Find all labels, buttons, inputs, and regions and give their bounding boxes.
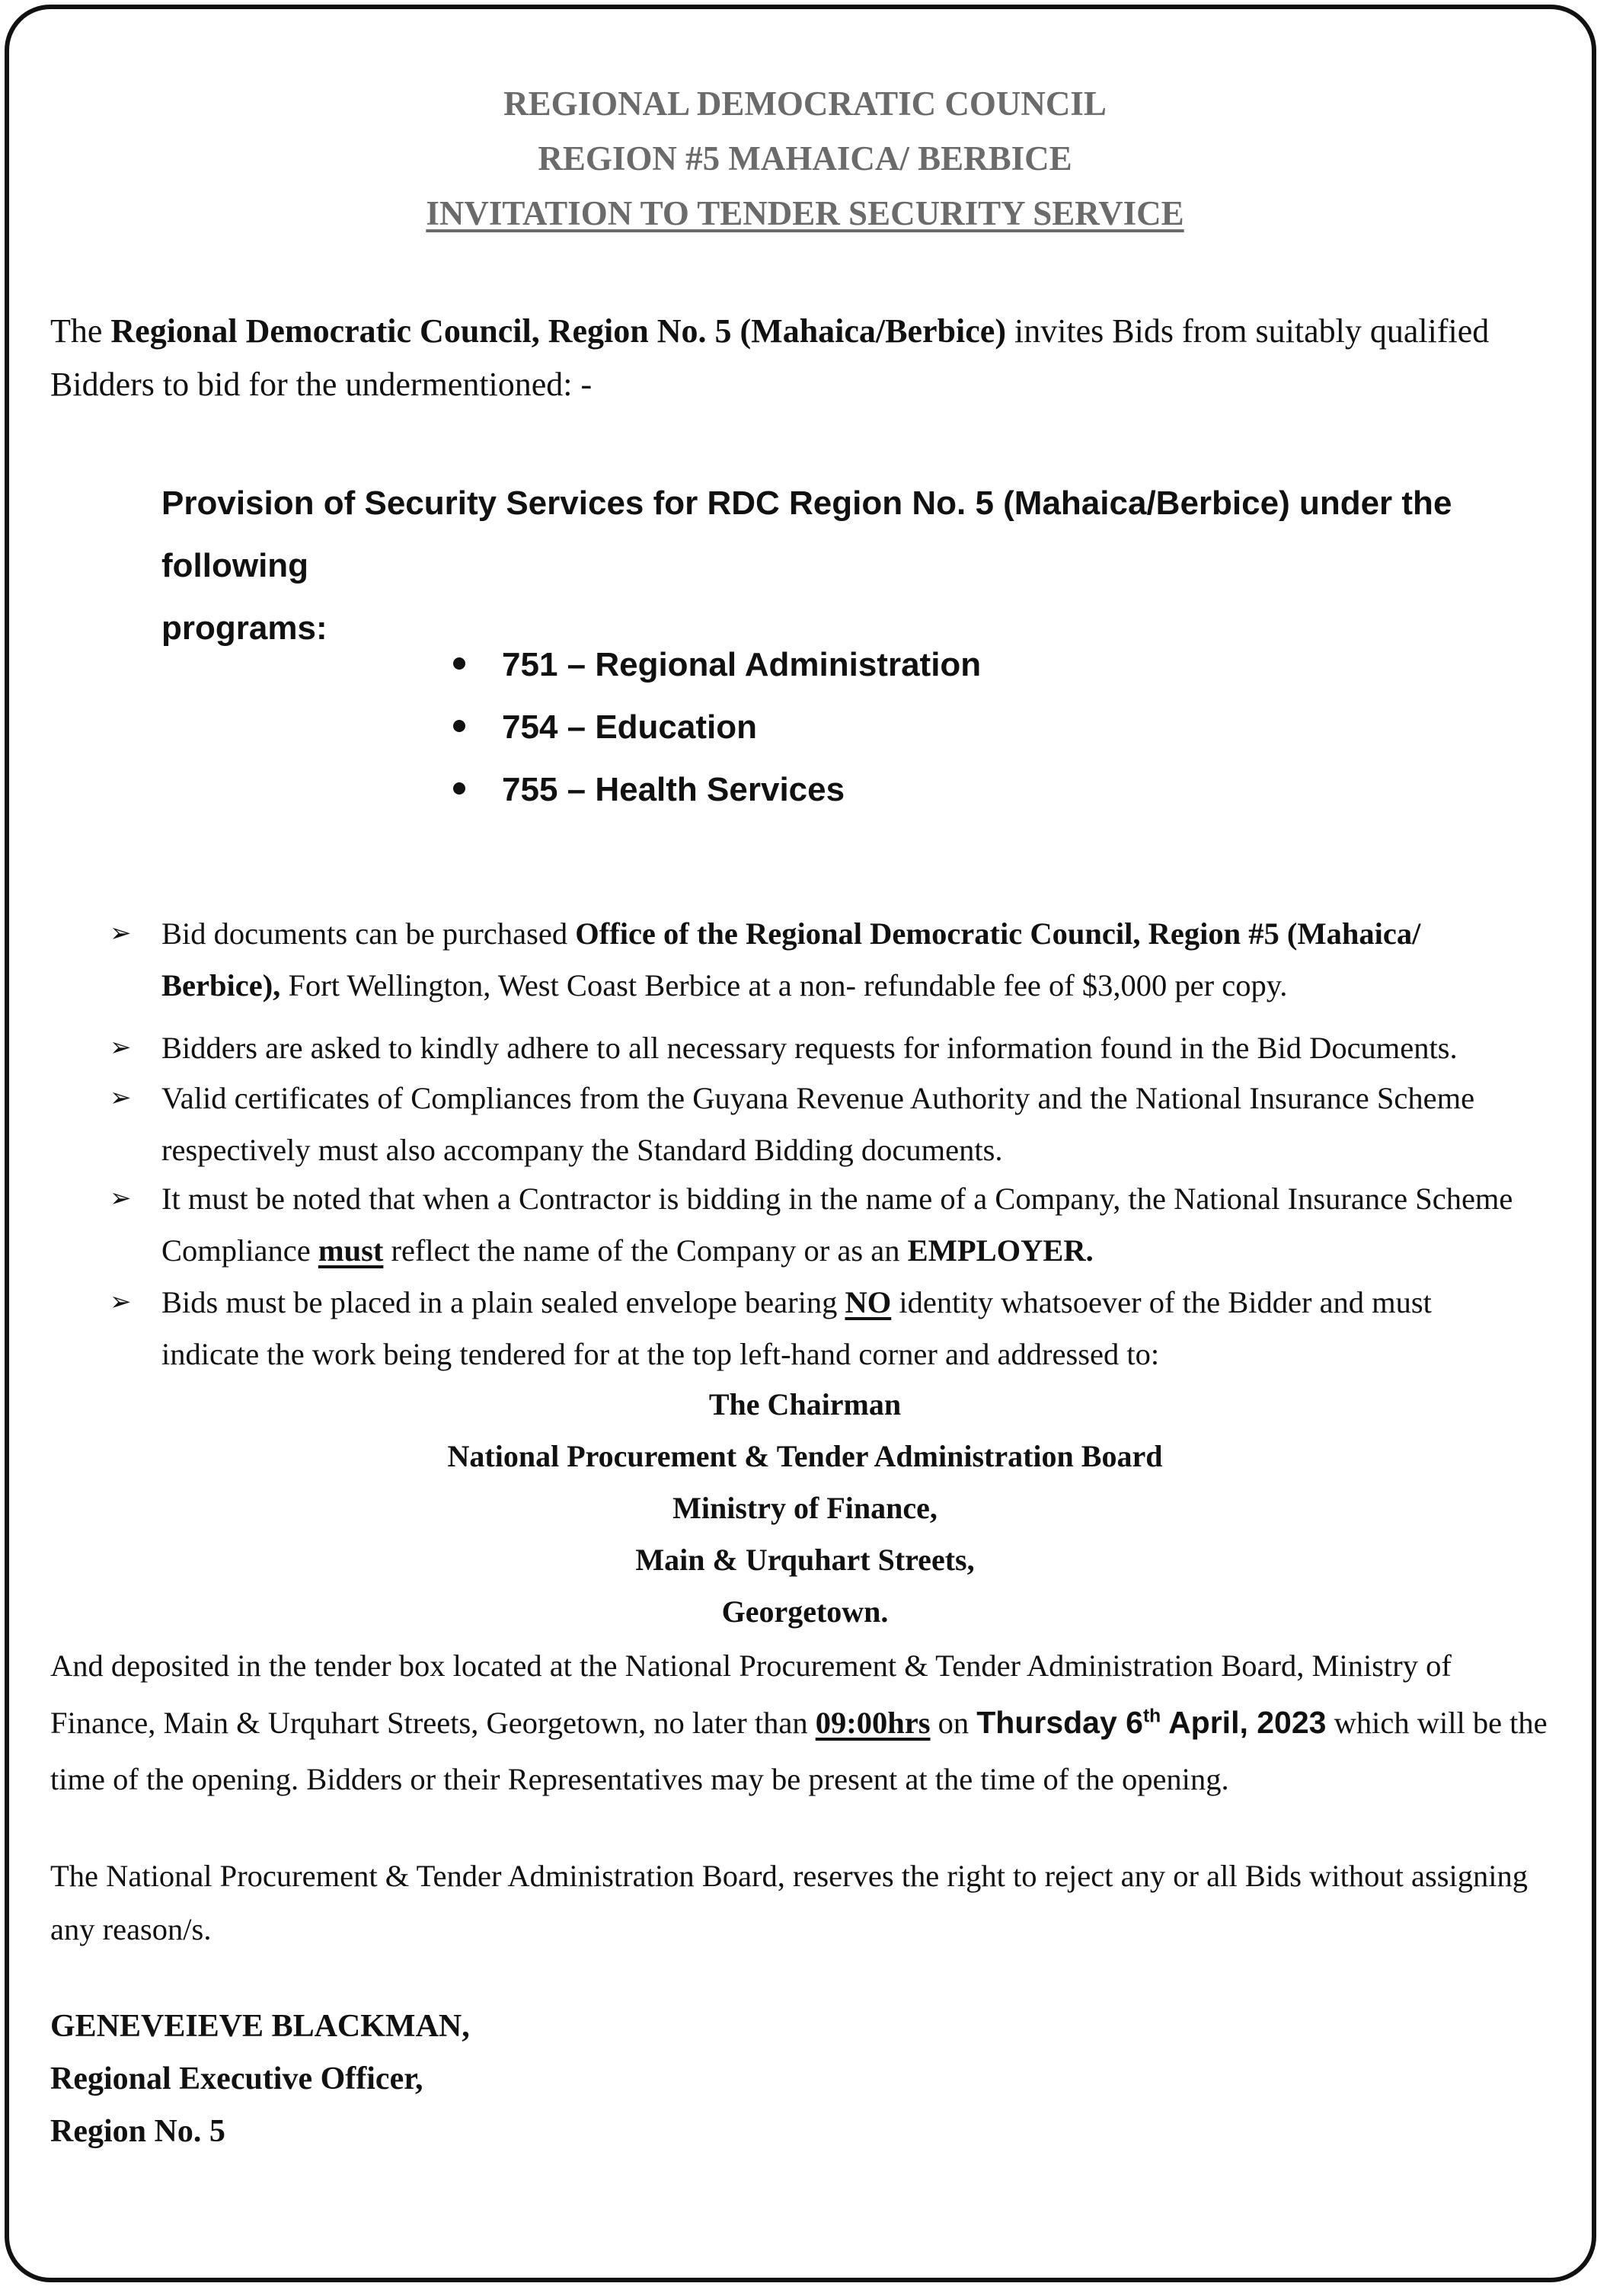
list-item: 751 – Regional Administration	[453, 634, 981, 696]
signatory-name: GENEVEIEVE BLACKMAN,	[50, 2009, 470, 2044]
header-title: INVITATION TO TENDER SECURITY SERVICE	[426, 194, 1184, 232]
signature-block	[50, 2000, 470, 2158]
arrow-bullet-icon: ➢	[110, 919, 132, 948]
signatory-title: Regional Executive Officer,	[50, 2061, 423, 2096]
opening-date: Thursday 6th April, 2023	[976, 1705, 1327, 1740]
address-block: The Chairman National Procurement & Tender Administration Board Ministry of Finance, Main & Urquhart Streets, Georgetown.	[447, 1387, 1163, 1629]
list-item: 755 – Health Services	[453, 759, 981, 821]
provision-statement	[161, 472, 1502, 660]
intro-paragraph	[50, 305, 1566, 411]
bullet-adhere: Bidders are asked to kindly adhere to all necessary requests for information found in the Bid Documents.	[161, 1031, 1458, 1065]
provision-line1: Provision of Security Services for RDC Region No. 5 (Mahaica/Berbice) under the following	[161, 484, 1452, 584]
bullet-company: It must be noted that when a Contractor is bidding in the name of a Company, the National Insurance Scheme Compliance must reflect the name of the Company or as an EMPLOYER.	[161, 1182, 1513, 1268]
bullet-envelope: Bids must be placed in a plain sealed envelope bearing NO identity whatsoever of the Bidder and must indicate the work being tendered for at the top left-hand corner and addressed to:	[161, 1285, 1432, 1371]
rights-paragraph: The National Procurement & Tender Administration Board, reserves the right to reject any or all Bids without assigning any reason/s.	[50, 1859, 1528, 1946]
signatory-region: Region No. 5	[50, 2114, 225, 2149]
intro-prefix: The	[50, 312, 111, 350]
intro-council-name: Regional Democratic Council, Region No. 5 (Mahaica/Berbice)	[110, 312, 1006, 350]
bullet-purchase: Bid documents can be purchased Office of the Regional Democratic Council, Region #5 (Mahaica/ Berbice), Fort Wellington, West Coast Berbice at a non- refundable fee of $3,000 per copy.	[161, 916, 1421, 1003]
list-item: 754 – Education	[453, 696, 981, 759]
header-region: REGION #5 MAHAICA/ BERBICE	[538, 139, 1072, 177]
arrow-bullet-icon: ➢	[110, 1034, 132, 1062]
program-list	[453, 634, 981, 821]
bullet-certificates: Valid certificates of Compliances from the Guyana Revenue Authority and the National Insurance Scheme respectively must also accompany the Standard Bidding documents.	[161, 1081, 1475, 1167]
arrow-bullet-icon: ➢	[110, 1288, 132, 1316]
header-council: REGIONAL DEMOCRATIC COUNCIL	[503, 85, 1107, 123]
bullet-dot-icon	[453, 782, 465, 795]
intro-line2: Bidders to bid for the undermentioned: -	[50, 366, 593, 403]
bullet-dot-icon	[453, 720, 465, 732]
deposit-paragraph: And deposited in the tender box located at the National Procurement & Tender Administration Board, Ministry of Finance, Main & Urquhart Streets, Georgetown, no later than 09:00hrs on Thursday 6th April, 2023 which will be the time of the opening. Bidders or their Representatives may be present at the time of the opening.	[50, 1648, 1548, 1796]
arrow-bullet-icon: ➢	[110, 1084, 132, 1112]
provision-line2: programs:	[161, 609, 327, 647]
arrow-bullet-icon: ➢	[110, 1185, 132, 1213]
bullet-dot-icon	[453, 657, 465, 670]
intro-suffix: invites Bids from suitably qualified	[1005, 312, 1490, 350]
